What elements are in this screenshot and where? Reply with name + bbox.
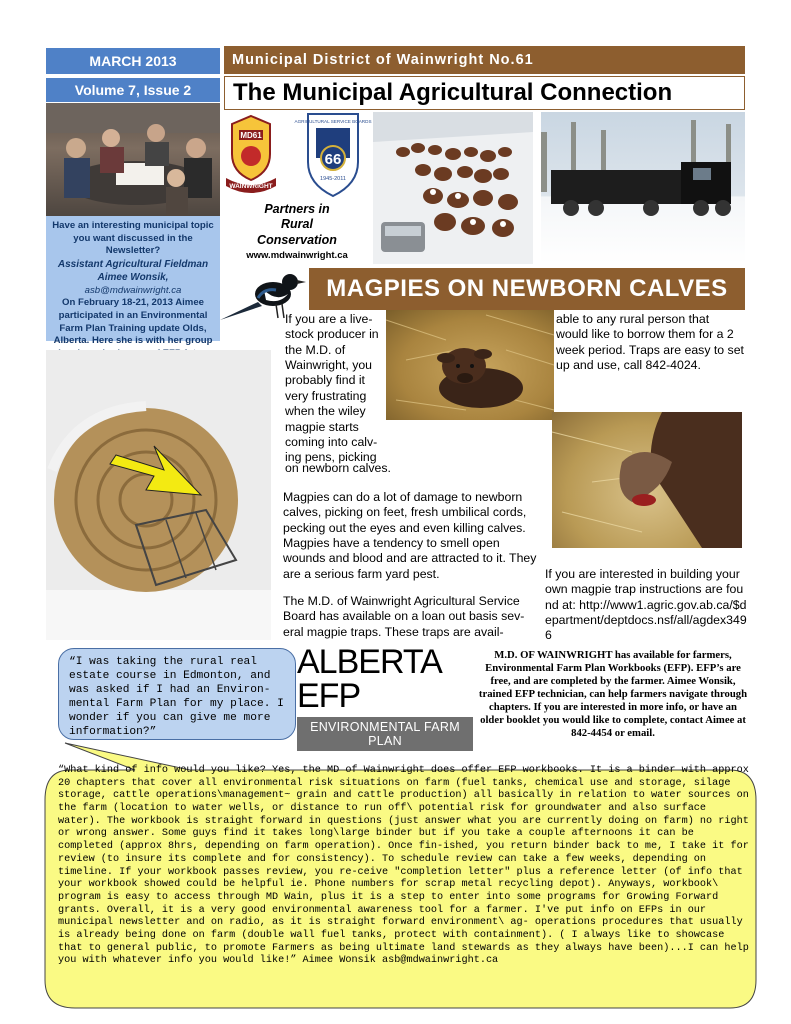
alberta-efp-logo: [297, 643, 473, 748]
sidebar-email: asb@mdwainwright.ca: [84, 284, 182, 296]
answer-text: “What kind of info would you like? Yes, the MD of Wainwright does offer EFP workbooks. It is a binder with approx 20 chapters that cover all environmental risk situations on farm (fuel tanks, chemical use and storage, silage storage, cattle operations\management~ grain and cattle production) all basically in relation to water sources on the farm (location to water wells, or distance to run off\ potential risk for groundwater and also surface water). The workbook is straight forward in questions (just answer what you are currently doing on farm) no right or wrong answer. Some guys find it takes long\large binder but if you take a couple afternoons it can be completed (approx 8hrs, depending on farm operation). Once fin-ished, you return binder back to me, I take it for review (to insure its complete and for consistency). To schedule review can take a few weeks, depending on timeline. If your workbook passes review, you re-ceive "completion letter" plus a reference letter (of info that your workbook showed could be helpful ie. Phone numbers for scrap metal recycling depot). Anyways, workbook\ program is easy to access through MD Wain, plus it is a step to enter into some programs for Growing Forward grants. Overall, it is a very good environmental awareness tool for a farmer. I've put info on EFPs in our municipal newsletter and on radio, as it is straight forward environment\ ag- operations procedures that usually is already being done on farm (double wall fuel tanks, protect with containment). ( I always like to showcase that to general public, to promote Farmers as being ultimate land stewards as they always have been)...I can help you with whatever info you would like!” Aimee Wonsik asb@mdwainwright.ca: [58, 765, 749, 967]
sidebar-prompt: Have an interesting municipal topic you want discussed in the Newsletter?: [52, 220, 214, 257]
md-logo-banner: WAINWRIGHT: [229, 183, 273, 190]
district-name: Municipal District of Wainwright No.61: [224, 46, 745, 74]
sidebar-caption: On February 18-21, 2013 Aimee participated in an Environmental Farm Plan Training update Olds, Alberta. Here she is with her group: [53, 297, 213, 347]
calf-hoof-injury-photo: [552, 412, 742, 548]
newsletter-title: The Municipal Agricultural Connection: [224, 76, 745, 110]
partners-tagline: [226, 202, 368, 261]
asb-logo-years: 1945-2011: [320, 176, 346, 182]
md-logo-text: MD61: [240, 131, 262, 140]
efp-notice: M.D. OF WAINWRIGHT has available for farmers, Environmental Farm Plan Workbooks (EFP). EFP’s are free, and are completed by the farmer. Aimee Wonsik, trained EFP technician, can help farmers navigate through chapters. If you are interested in more info, or have an older booklet you would like to complete, contact Aimee at 842-4454 or email.: [478, 649, 748, 740]
article-paragraph-3: The M.D. of Wainwright Agricultural Service Board has available on a loan out basis sev-eral magpie traps. These traps are avail-: [283, 594, 525, 639]
partners-line3: Conservation: [257, 232, 337, 247]
efp-logo-title: ALBERTA EFP: [297, 643, 440, 715]
sidebar-role: Assistant Agricultural Fieldman: [57, 258, 209, 270]
sidebar-name: Aimee Wonsik,: [97, 272, 169, 284]
magpie-trap-bale-photo: [46, 350, 271, 640]
issue-date: MARCH 2013: [46, 48, 220, 74]
sidebar-contact-box: [46, 216, 220, 347]
meeting-photo: [46, 103, 220, 216]
reader-question-bubble: “I was taking the rural real estate course in Edmonton, and was asked if I had an Environ-mental Farm Plan for my place. I wonder if you can give me more information?”: [58, 648, 296, 740]
efp-logo-subtitle: ENVIRONMENTAL FARM PLAN: [297, 717, 473, 751]
article-headline: MAGPIES ON NEWBORN CALVES: [309, 268, 745, 310]
asb-logo: [294, 112, 372, 198]
asb-logo-number: 66: [324, 151, 342, 168]
article-paragraph-4: able to any rural person that would like to borrow them for a 2 week period. Traps are easy to set up and use, call 842-4024.: [556, 312, 744, 373]
partners-line1: Partners in: [264, 202, 330, 216]
trap-instructions-link[interactable]: If you are interested in building your own magpie trap instructions are found at: http://www1.agric.gov.ab.ca/$department/deptdocs.nsf/all/agdex3496: [545, 567, 747, 643]
semi-truck-photo: [541, 112, 745, 264]
article-paragraph-2: Magpies can do a lot of damage to newborn calves, picking on feet, fresh umbilical cords, pecking out the eyes and even killing calves. Magpies have a tendency to smell open wounds and blood and are attracted to it. They are a serious farm yard pest.: [283, 490, 537, 581]
article-paragraph-1-end: on newborn calves.: [285, 461, 391, 475]
cattle-herd-photo: [373, 112, 533, 264]
newborn-calf-photo: [386, 310, 554, 420]
issue-volume: Volume 7, Issue 2: [46, 78, 220, 102]
asb-logo-text: AGRICULTURAL SERVICE BOARDS: [294, 119, 372, 124]
article-paragraph-1: If you are a live-stock producer in the M.D. of Wainwright, you probably find it very frustrating when the wiley magpie starts coming into calv-ing pens, picking: [285, 312, 379, 465]
md-wainwright-logo: [226, 112, 276, 198]
partners-url[interactable]: www.mdwainwright.ca: [246, 249, 348, 261]
partners-line2: Rural: [281, 217, 313, 232]
